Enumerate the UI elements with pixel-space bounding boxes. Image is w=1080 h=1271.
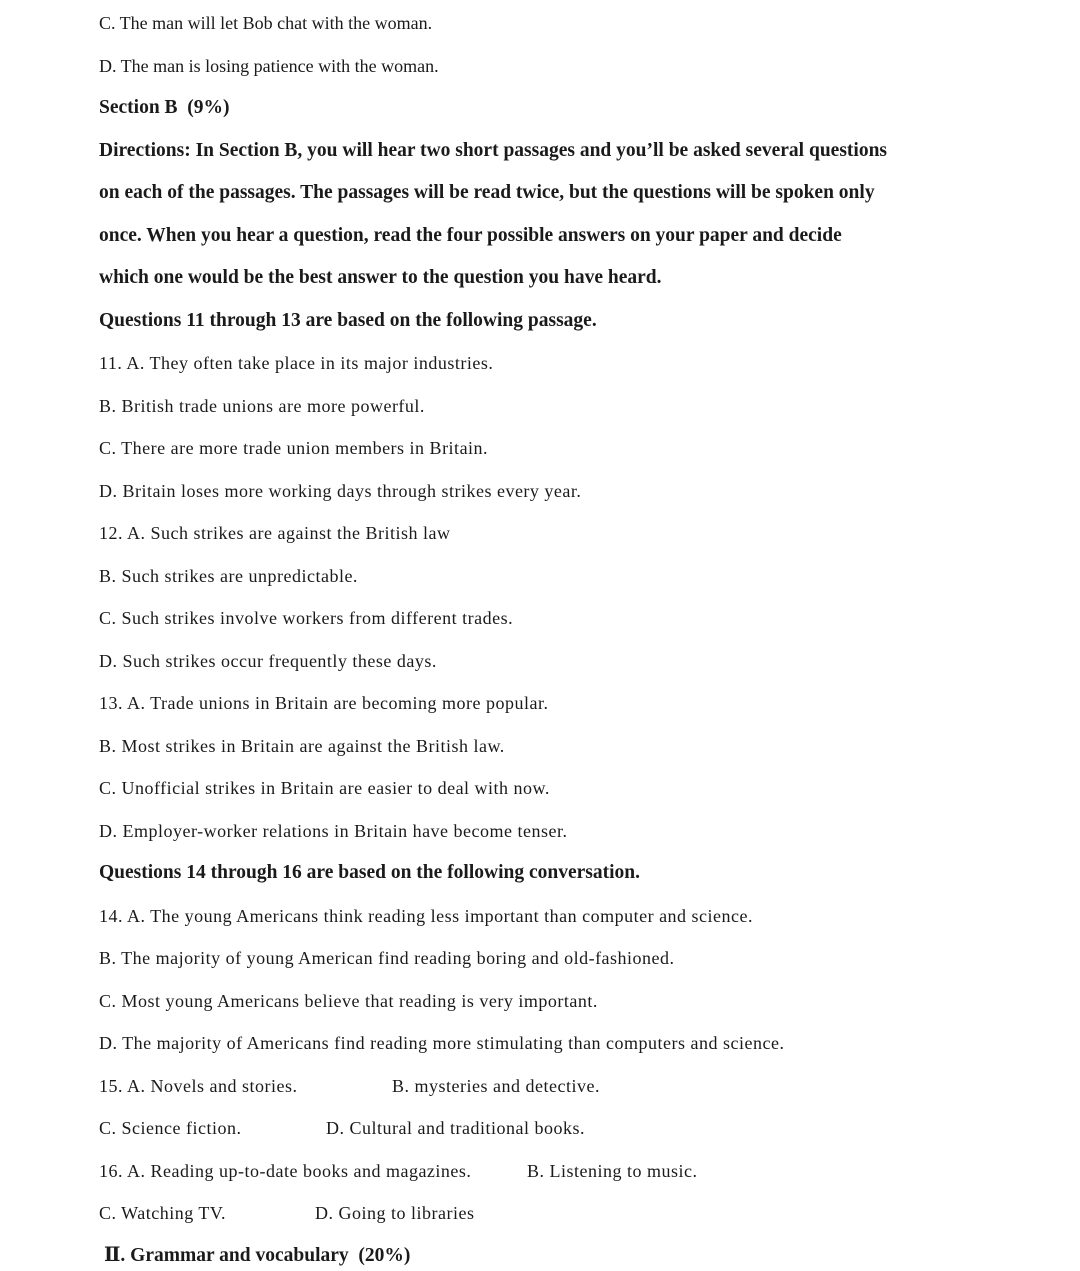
q14-option-c: C. Most young Americans believe that reading is very important. [99, 991, 598, 1011]
q16-option-d: D. Going to libraries [315, 1203, 475, 1223]
q16-option-b: B. Listening to music. [527, 1161, 698, 1181]
q12-option-d: D. Such strikes occur frequently these days. [99, 651, 437, 671]
q16-option-c: C. Watching TV. [99, 1203, 227, 1223]
q11-option-d: D. Britain loses more working days through strikes every year. [99, 481, 582, 501]
directions-line-2: on each of the passages. The passages will be read twice, but the questions will be spoken only [99, 182, 875, 203]
q15-option-a: 15. A. Novels and stories. [99, 1076, 298, 1096]
q15-option-b: B. mysteries and detective. [392, 1076, 600, 1096]
questions-11-13-heading: Questions 11 through 13 are based on the following passage. [99, 310, 597, 331]
directions-line-3: once. When you hear a question, read the four possible answers on your paper and decide [99, 225, 842, 246]
q15-option-d: D. Cultural and traditional books. [326, 1118, 585, 1138]
q14-option-d: D. The majority of Americans find reading more stimulating than computers and science. [99, 1033, 785, 1053]
q11-option-a: 11. A. They often take place in its major industries. [99, 353, 494, 373]
q12-option-b: B. Such strikes are unpredictable. [99, 566, 358, 586]
section-b-heading: Section B (9%) [99, 97, 230, 118]
directions-line-4: which one would be the best answer to the question you have heard. [99, 267, 662, 288]
q12-option-a: 12. A. Such strikes are against the British law [99, 523, 451, 543]
questions-14-16-heading: Questions 14 through 16 are based on the following conversation. [99, 862, 640, 883]
q14-option-b: B. The majority of young American find reading boring and old-fashioned. [99, 948, 675, 968]
q12-option-c: C. Such strikes involve workers from different trades. [99, 608, 514, 628]
q13-option-b: B. Most strikes in Britain are against the British law. [99, 736, 505, 756]
q15-option-c: C. Science fiction. [99, 1118, 242, 1138]
part-2-heading: Ⅱ. Grammar and vocabulary (20%) [104, 1245, 411, 1266]
q13-option-c: C. Unofficial strikes in Britain are easier to deal with now. [99, 778, 550, 798]
q13-option-a: 13. A. Trade unions in Britain are becoming more popular. [99, 693, 549, 713]
option-d-prev: D. The man is losing patience with the woman. [99, 56, 439, 76]
q14-option-a: 14. A. The young Americans think reading less important than computer and science. [99, 906, 754, 926]
q16-option-a: 16. A. Reading up-to-date books and magazines. [99, 1161, 472, 1181]
q11-option-b: B. British trade unions are more powerful. [99, 396, 425, 416]
q13-option-d: D. Employer-worker relations in Britain have become tenser. [99, 821, 568, 841]
option-c-prev: C. The man will let Bob chat with the woman. [99, 13, 433, 33]
q11-option-c: C. There are more trade union members in Britain. [99, 438, 489, 458]
directions-line-1: Directions: In Section B, you will hear two short passages and you’ll be asked several questions [99, 140, 888, 161]
